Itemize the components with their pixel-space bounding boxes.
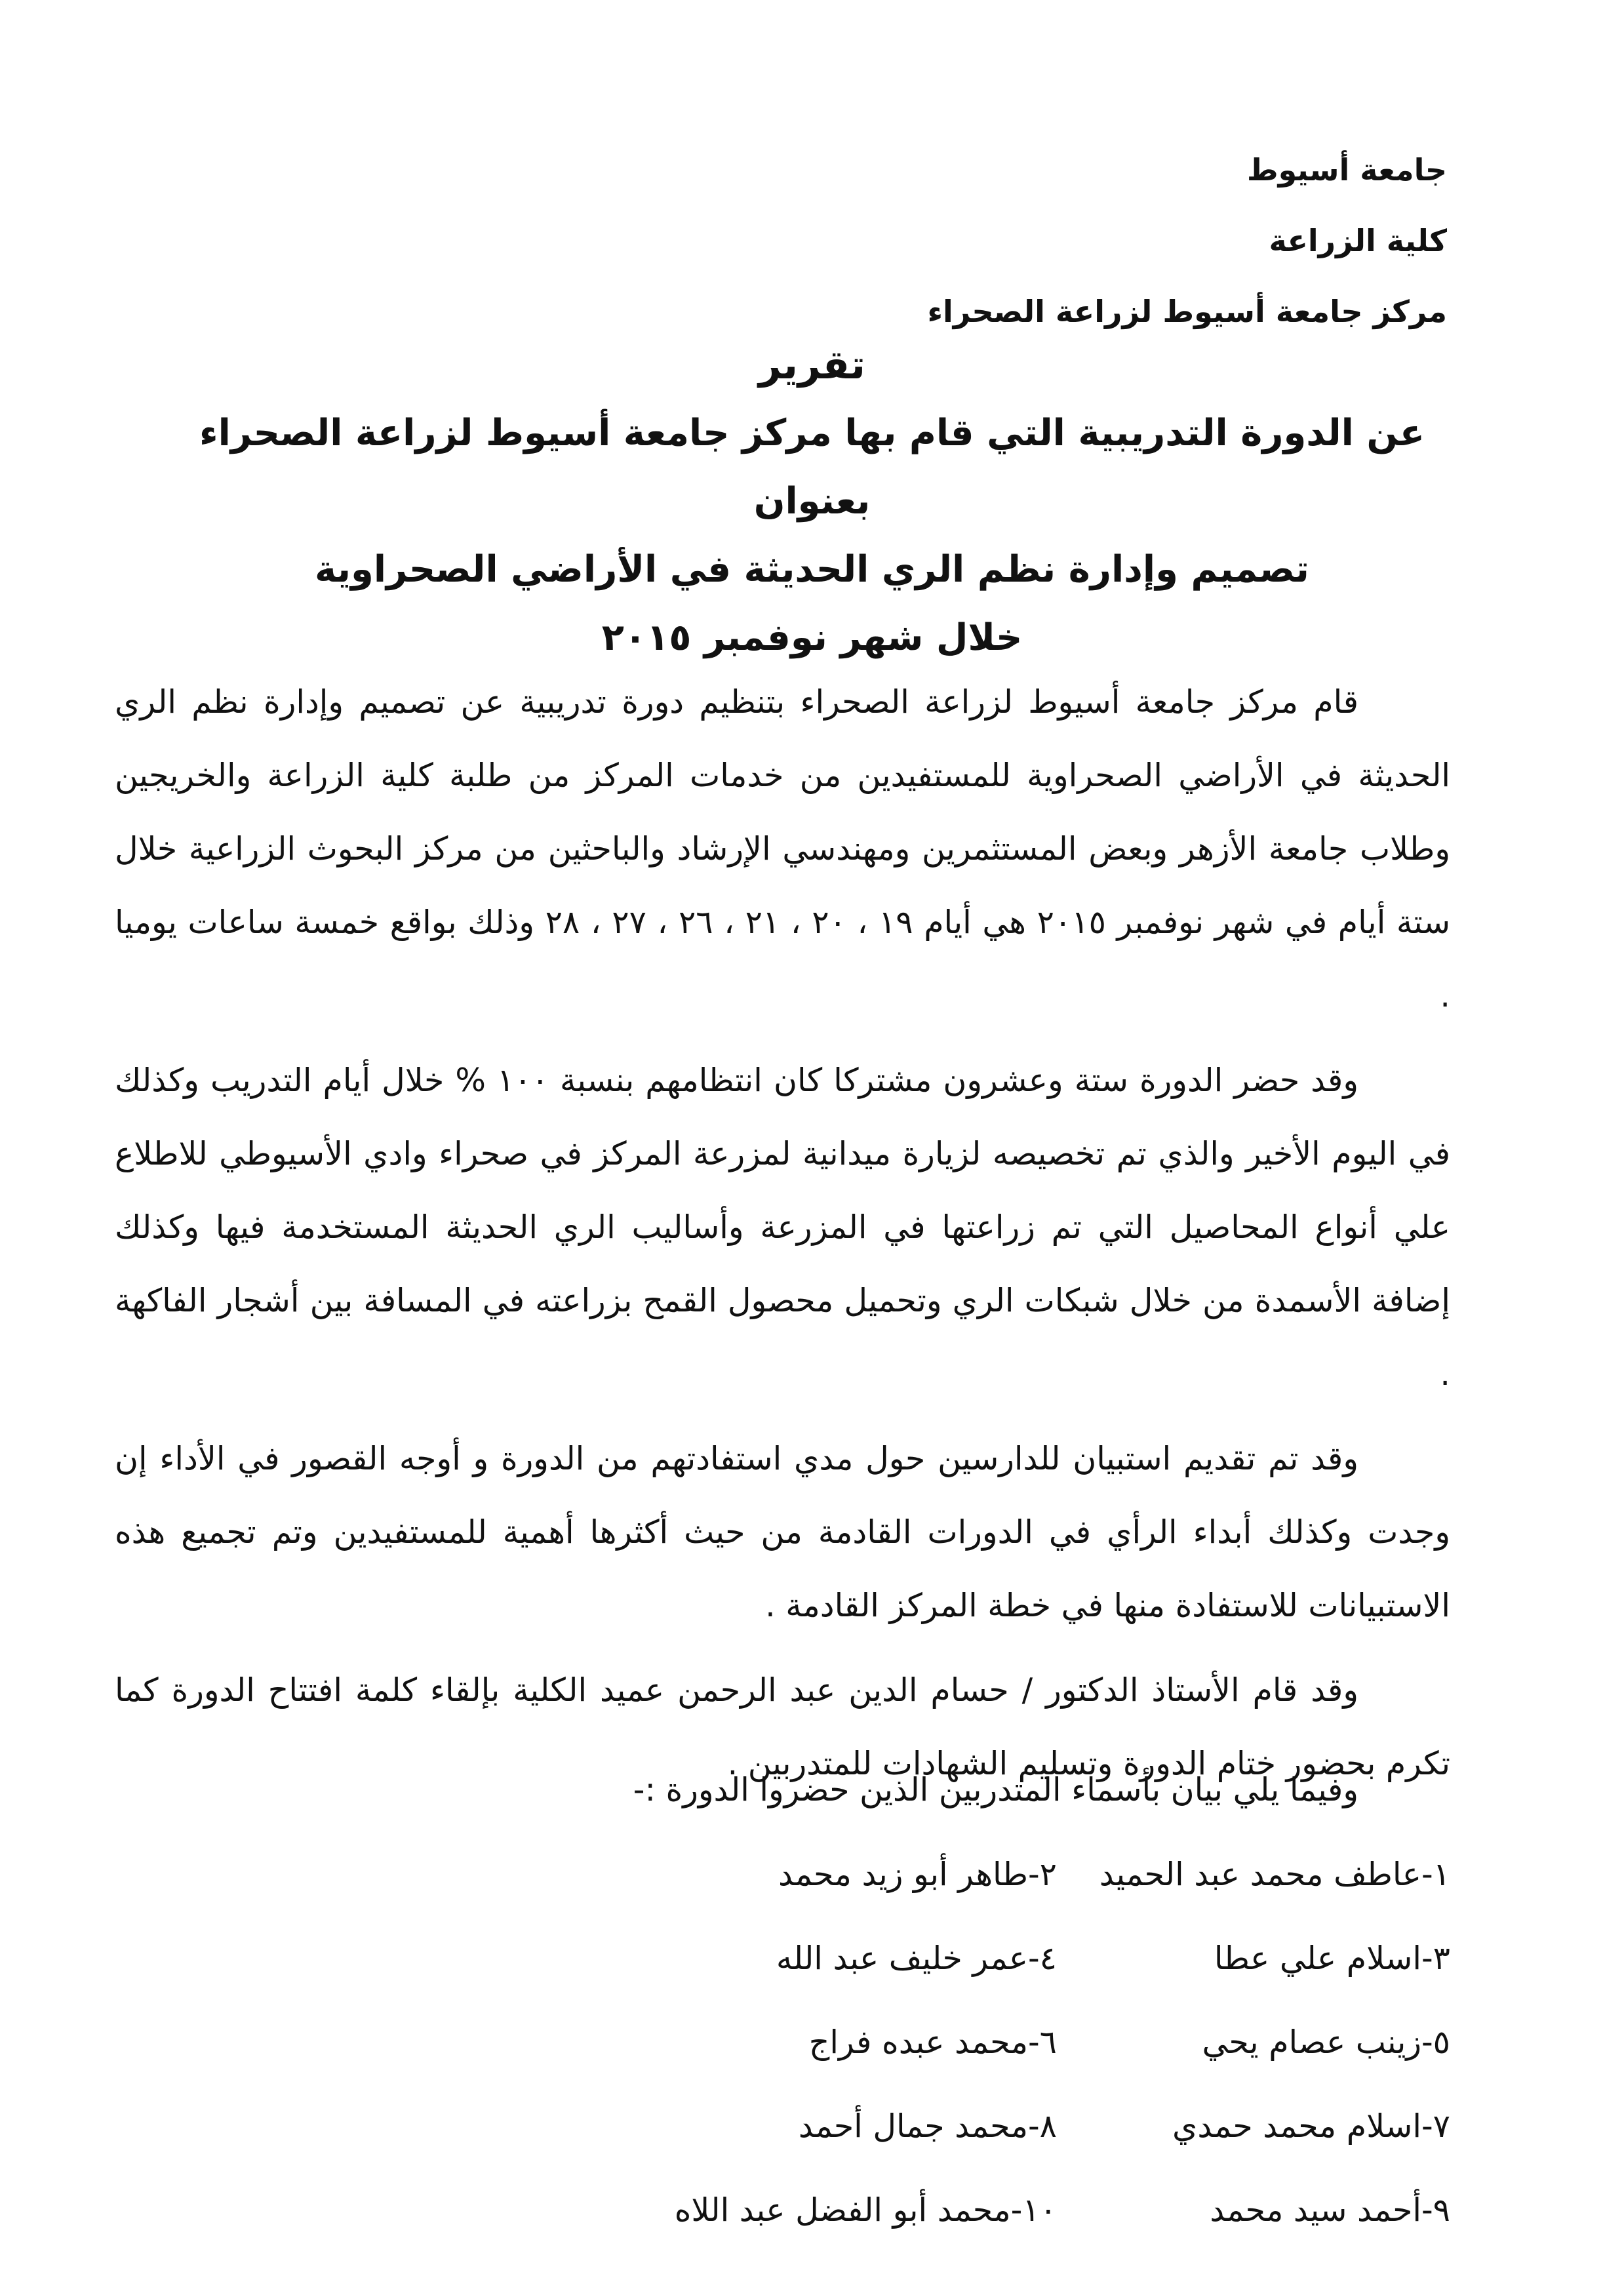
paragraph: وقد حضر الدورة ستة وعشرون مشتركا كان انتظامهم بنسبة ١٠٠ % خلال أيام التدريب وكذلك في اليوم الأخير والذي تم تخصيصه لزيارة ميدانية لمزرعة المركز في صحراء وادي الأسيوطي للاطلاع علي أنواع المحاصيل التي تم زراعتها في المزرعة وأساليب الري الحديثة المستخدمة فيها وكذلك إضافة الأسمدة من خلال شبكات الري وتحميل محصول القمح بزراعته في المسافة بين أشجار الفاكهة . bbox=[115, 1062, 1450, 1393]
report-title bbox=[0, 331, 1624, 672]
list-item: ٢-طاهر أبو زيد محمد bbox=[778, 1856, 1057, 1893]
center-name: مركز جامعة أسيوط لزراعة الصحراء bbox=[927, 294, 1447, 329]
faculty-name: كلية الزراعة bbox=[1269, 223, 1447, 258]
list-item: ١-عاطف محمد عبد الحميد bbox=[1099, 1856, 1450, 1893]
list-row bbox=[663, 2168, 1450, 2252]
list-item: ٨-محمد جمال أحمد bbox=[798, 2107, 1057, 2145]
list-item: ٦-محمد عبده فراج bbox=[808, 2024, 1057, 2061]
trainees-list-intro: وفيما يلي بيان بأسماء المتدربين الذين حضروا الدورة :- bbox=[633, 1771, 1358, 1808]
trainees-list bbox=[663, 1833, 1450, 2252]
title-entitled: بعنوان bbox=[753, 480, 871, 523]
list-row bbox=[663, 2001, 1450, 2085]
list-item: ٩-أحمد سيد محمد bbox=[1210, 2191, 1450, 2229]
list-item: ٤-عمر خليف عبد الله bbox=[776, 1940, 1057, 1977]
list-item: ٥-زينب عصام يحي bbox=[1202, 2024, 1450, 2061]
paragraph: قام مركز جامعة أسيوط لزراعة الصحراء بتنظيم دورة تدريبية عن تصميم وإدارة نظم الري الحديثة في الأراضي الصحراوية للمستفيدين من خدمات المركز من طلبة كلية الزراعة والخريجين وطلاب جامعة الأزهر وبعض المستثمرين ومهندسي الإرشاد والباحثين من مركز البحوث الزراعية خلال ستة أيام في شهر نوفمبر ٢٠١٥ هي أيام ١٩ ، ٢٠ ، ٢١ ، ٢٦ ، ٢٧ ، ٢٨ وذلك بواقع خمسة ساعات يوميا . bbox=[115, 683, 1451, 1014]
list-item: ١٠-محمد أبو الفضل عبد اللاه bbox=[674, 2191, 1057, 2229]
paragraph: وقد تم تقديم استبيان للدارسين حول مدي استفادتهم من الدورة و أوجه القصور في الأداء إن وجدت وكذلك أبداء الرأي في الدورات القادمة من حيث أكثرها أهمية للمستفيدين وتم تجميع هذه الاستبيانات للاستفادة منها في خطة المركز القادمة . bbox=[115, 1440, 1450, 1624]
title-report: تقرير bbox=[759, 342, 865, 388]
university-name: جامعة أسيوط bbox=[1246, 152, 1447, 188]
letterhead bbox=[927, 134, 1447, 347]
title-date: خلال شهر نوفمبر ٢٠١٥ bbox=[601, 616, 1023, 659]
paragraph: وقد قام الأستاذ الدكتور / حسام الدين عبد الرحمن عميد الكلية بإلقاء كلمة افتتاح الدورة كما تكرم بحضور ختام الدورة وتسليم الشهادات للمتدربين . bbox=[115, 1671, 1450, 1782]
title-course: تصميم وإدارة نظم الري الحديثة في الأراضي الصحراوية bbox=[315, 548, 1309, 591]
title-about: عن الدورة التدريبية التي قام بها مركز جامعة أسيوط لزراعة الصحراء bbox=[199, 412, 1425, 454]
report-body bbox=[115, 666, 1450, 1812]
list-item: ٧-اسلام محمد حمدي bbox=[1172, 2107, 1450, 2145]
list-row bbox=[663, 1833, 1450, 1917]
list-row bbox=[663, 2085, 1450, 2168]
list-item: ٣-اسلام علي عطا bbox=[1214, 1940, 1450, 1977]
list-row bbox=[663, 1917, 1450, 2001]
